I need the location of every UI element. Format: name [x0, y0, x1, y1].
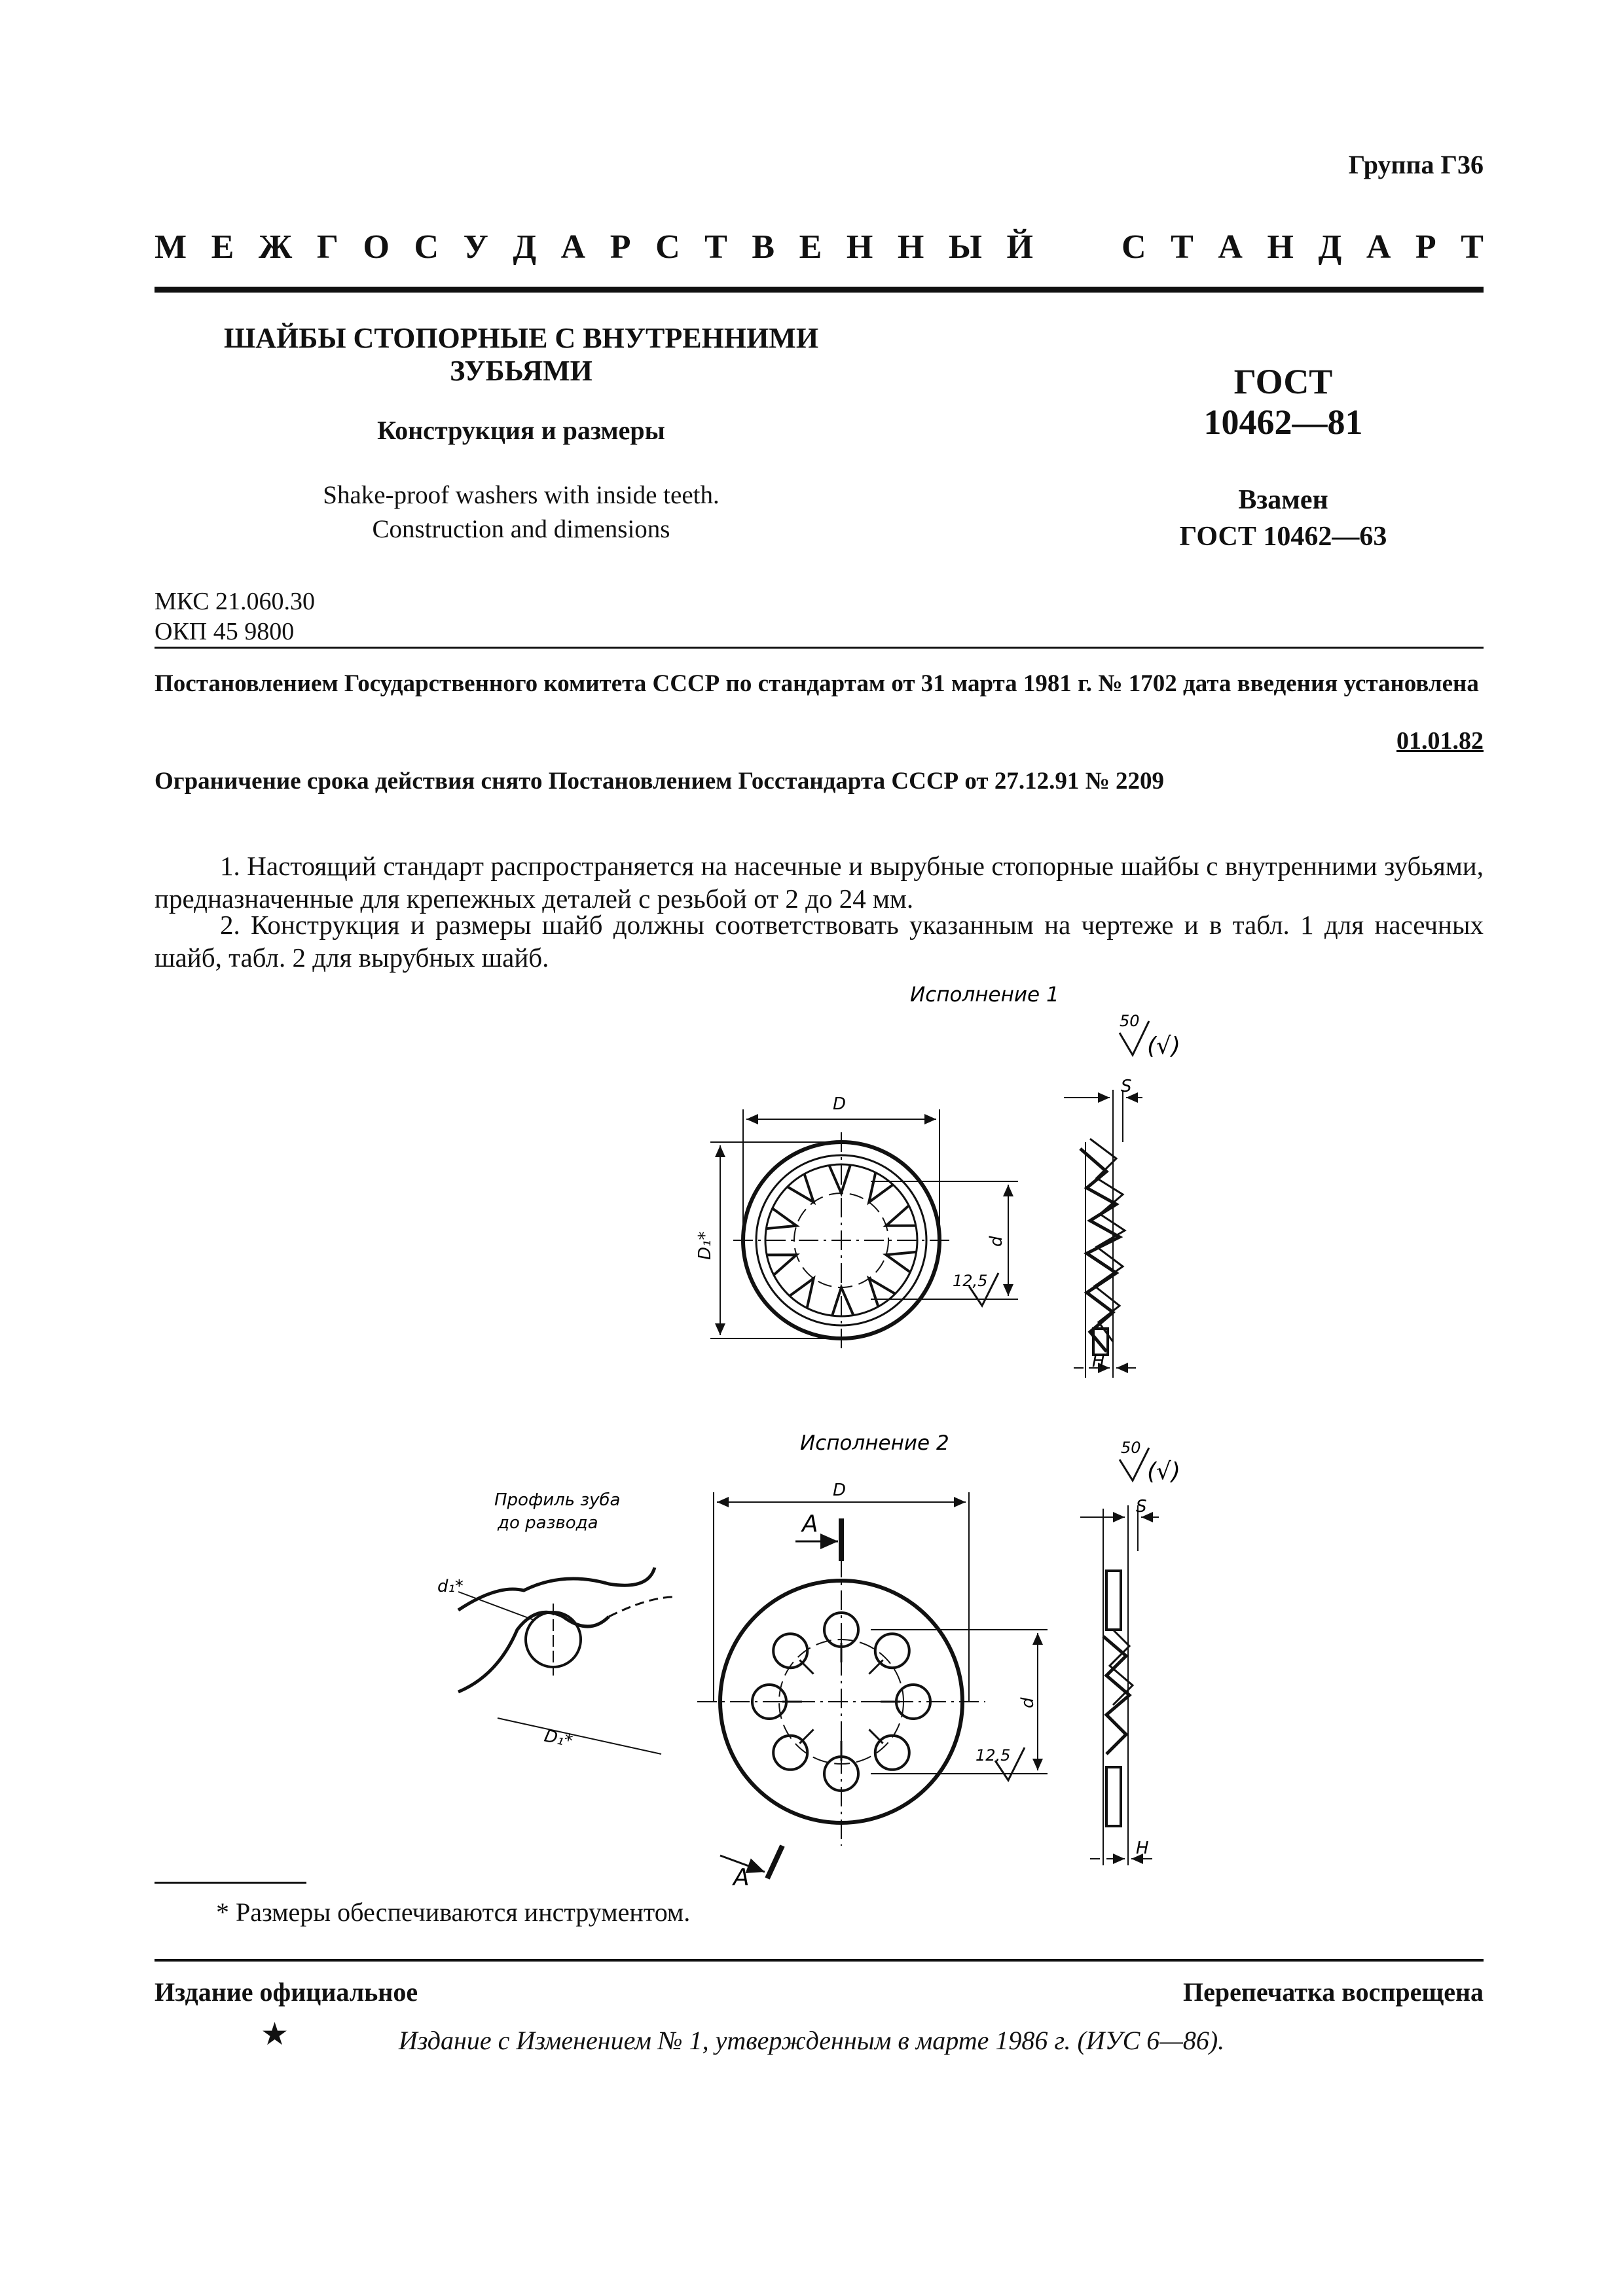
tooth-profile-detail [458, 1568, 674, 1754]
banner-letter: Н [846, 228, 873, 266]
lobe-slit [869, 1729, 883, 1743]
decree-text: Постановлением Государственного комитета СССР по стандартам от 31 марта 1981 г. № 1702 дата введения установлена [155, 670, 1479, 697]
lobe-slit [799, 1729, 813, 1743]
banner-letter: Г [316, 228, 338, 266]
banner-letter: А [560, 228, 586, 266]
mks-code: МКС 21.060.30 [155, 588, 316, 615]
dim-d-1: d [987, 1236, 1006, 1247]
replaces-standard: ГОСТ 10462—63 [1179, 522, 1387, 552]
svg-text:50: 50 [1120, 1012, 1140, 1030]
gost-number: 10462—81 [1203, 403, 1363, 442]
washer-tooth [869, 1172, 893, 1202]
banner-letter: У [463, 228, 488, 266]
washer-tooth [788, 1174, 814, 1202]
washer-variant-2-side [1080, 1505, 1159, 1865]
lobe-slit [799, 1660, 813, 1674]
footer-rule [155, 1959, 1484, 1962]
banner-letter: С [655, 228, 680, 266]
banner-letter: М [155, 228, 187, 266]
washer-tooth [869, 1278, 895, 1306]
banner-letter: В [752, 228, 775, 266]
footnote-rule [155, 1882, 306, 1884]
banner-letter: Ж [258, 228, 293, 266]
banner-letter: Н [897, 228, 924, 266]
banner-letter: А [1366, 228, 1391, 266]
banner-letter: А [1218, 228, 1243, 266]
dim-D1-1: D₁* [695, 1231, 715, 1260]
washer-tooth [830, 1165, 850, 1193]
dim-S-2: S [1136, 1497, 1147, 1516]
variant-1-label: Исполнение 1 [910, 983, 1059, 1007]
title-english-2: Construction and dimensions [372, 515, 670, 543]
tooth-profile-label-1: Профиль зуба [494, 1490, 621, 1510]
washer-variant-2-front [697, 1492, 1048, 1878]
lobe-slit [869, 1660, 883, 1674]
official-edition: Издание официальное [155, 1977, 418, 2007]
banner-letter: Т [1461, 228, 1484, 266]
svg-text:(√): (√) [1147, 1458, 1181, 1485]
dim-H-2: H [1136, 1839, 1149, 1858]
variant-2-label: Исполнение 2 [800, 1431, 949, 1455]
banner-letter: О [363, 228, 390, 266]
banner-letter: Е [799, 228, 822, 266]
title-subtitle: Конструкция и размеры [377, 416, 665, 445]
dim-D1-profile: D₁* [542, 1726, 575, 1751]
roughness-side-1: 12,5 [953, 1272, 988, 1290]
paragraph-2: 2. Конструкция и размеры шайб должны соответствовать указанным на чертеже и в табл. 1 для насечных шайб, табл. 2 для вырубных шайб. [155, 910, 1484, 973]
group-code: Группа Г36 [1348, 150, 1484, 179]
paragraph-1: 1. Настоящий стандарт распространяется на насечные и вырубные стопорные шайбы с внутренними зубьями, предназначенные для крепежных деталей с резьбой от 2 до 24 мм. [155, 851, 1484, 914]
dim-S-1: S [1121, 1077, 1132, 1096]
banner-letter: Р [610, 228, 631, 266]
washer-variant-1-front [710, 1109, 1018, 1348]
roughness-side-2: 12,5 [976, 1746, 1011, 1765]
washer-tooth [790, 1278, 814, 1308]
tooth-profile-label-2: до развода [498, 1513, 598, 1533]
svg-text:50: 50 [1121, 1439, 1141, 1457]
introduction-date: 01.01.82 [1396, 727, 1484, 755]
title-line-1: ШАЙБЫ СТОПОРНЫЕ С ВНУТРЕННИМИ [223, 322, 819, 354]
section-A-bottom: A [733, 1864, 750, 1891]
banner-letter: С [414, 228, 439, 266]
banner-letter: Р [1415, 228, 1436, 266]
washer-variant-1-side [1064, 1090, 1142, 1378]
gost-label: ГОСТ [1233, 362, 1333, 401]
dim-D-2: D [833, 1480, 847, 1500]
banner-letter: Й [1006, 228, 1033, 266]
title-english-1: Shake-proof washers with inside teeth. [323, 481, 720, 509]
replaces-label: Взамен [1238, 485, 1328, 515]
banner-letter: Д [1318, 228, 1342, 266]
banner-letter: Ы [948, 228, 982, 266]
dim-D-1: D [833, 1094, 847, 1114]
dim-d1-profile: d₁* [437, 1577, 464, 1596]
banner-letter: С [1122, 228, 1146, 266]
banner-letter: Д [513, 228, 537, 266]
dim-H-1: H [1092, 1352, 1105, 1371]
limitation-text: Ограничение срока действия снято Постановлением Госстандарта СССР от 27.12.91 № 2209 [155, 768, 1165, 795]
banner-letter: Т [704, 228, 727, 266]
reprint-prohibited: Перепечатка воспрещена [1183, 1977, 1484, 2007]
washer-tooth [832, 1287, 853, 1316]
title-line-2: ЗУБЬЯМИ [450, 355, 593, 387]
dim-d-2: d [1018, 1697, 1038, 1708]
banner-letter: Н [1267, 228, 1294, 266]
roughness-sign-2 [1120, 1439, 1180, 1485]
star-icon: ★ [261, 2017, 289, 2052]
section-A-top: A [802, 1511, 818, 1537]
roughness-sign-1 [1120, 1012, 1180, 1060]
amendment-note: Издание с Изменением № 1, утвержденным в марте 1986 г. (ИУС 6—86). [398, 2026, 1225, 2055]
okp-code: ОКП 45 9800 [155, 618, 295, 645]
footnote: * Размеры обеспечиваются инструментом. [216, 1897, 691, 1927]
banner-letter: Т [1171, 228, 1194, 266]
svg-text:(√): (√) [1147, 1033, 1181, 1060]
banner-letter: Е [211, 228, 234, 266]
